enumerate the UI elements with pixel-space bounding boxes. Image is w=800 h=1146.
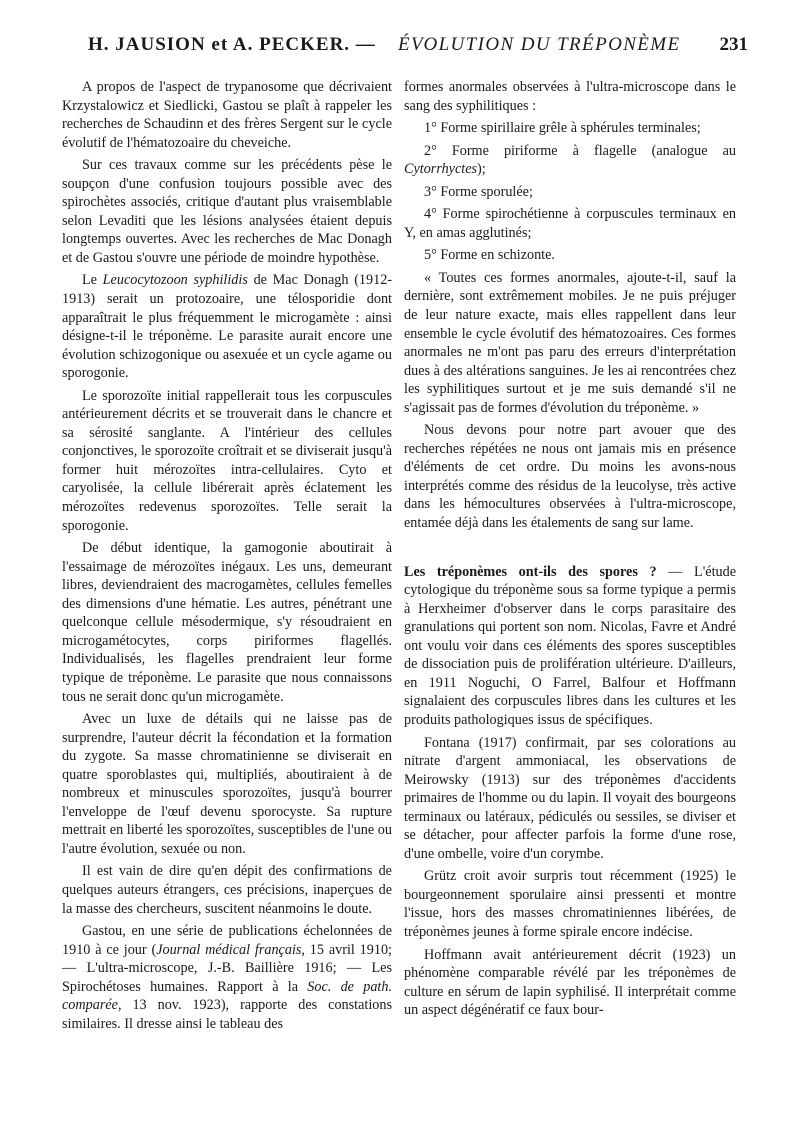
- left-column: [62, 78, 392, 1037]
- text-run: );: [477, 161, 486, 178]
- list-item: 4° Forme spirochétienne à corpuscules terminaux en Y, en amas agglutinés;: [404, 206, 736, 241]
- paragraph: [62, 922, 392, 1033]
- text-run: Le: [82, 272, 97, 289]
- running-header: [88, 34, 748, 64]
- paragraph: Grütz croit avoir surpris tout récemment (1925) le bourgeonnement sporulaire ainsi pressenti et montre l'issue, hors des masses chromatiniennes libérées, de tréponèmes jeunes à forme spirale encore indécise.: [404, 868, 736, 940]
- text-run: , 15 avril 1910; — L'ultra-microscope, J.-B. Baillière 1916; — Les Spirochétoses humaines. Rapport à la: [62, 941, 392, 995]
- paragraph: Avec un luxe de détails qui ne laisse pas de surprendre, l'auteur décrit la fécondation et la formation du zygote. Sa masse chromatinienne se diviserait en quatre sporoblastes qui, multipliés, aboutiraient à de nombreux et minuscules sporozoïtes, jusqu'à bourrer l'enveloppe de l'œuf devenu sporocyste. Sa rupture mettrait en liberté les sporozoïtes, susceptibles de l'une ou l'autre évolution, sexuée ou non.: [62, 711, 392, 857]
- paragraph: [62, 271, 392, 382]
- list-item: 5° Forme en schizonte.: [424, 247, 555, 264]
- section-heading: Les tréponèmes ont-ils des spores ?: [404, 563, 657, 580]
- header-authors: H. JAUSION et A. PECKER. —: [88, 34, 376, 55]
- text-run: 2° Forme piriforme à flagelle (analogue au: [424, 142, 736, 159]
- paragraph: [404, 563, 736, 730]
- quote-paragraph: « Toutes ces formes anormales, ajoute-t-il, sauf la dernière, sont extrêmement mobiles. Je ne puis préjuger de leur nature exacte, mais elles rappellent dans leur ensemble le cycle évolutif des hématozoaires. Ces formes anormales ne m'ont pas paru des erreurs d'interprétation dues à des altérations sanguines. Je les ai rencontrées chez les syphilitiques surtout et je me suis demandé s'il ne s'agissait pas de formes d'évolution du tréponème. »: [404, 269, 736, 416]
- header-title: ÉVOLUTION DU TRÉPONÈME: [398, 34, 681, 55]
- journal-title: Journal médical français: [156, 941, 302, 958]
- right-column: [404, 78, 736, 1024]
- text-run: Gastou, en une série de publications échelonnées de 1910 à ce jour (: [62, 923, 392, 958]
- society-title: Soc. de path. comparée: [62, 978, 392, 1014]
- italic-term: Cytorrhyctes: [404, 161, 478, 178]
- paragraph: Sur ces travaux comme sur les précédents pèse le soupçon d'une confusion toujours possible avec des spirochètes associés, critique d'autant plus vraisemblable selon Levaditi que les lésions analysées étaient depuis longtemps ouvertes. Avec les recherches de Mac Donagh et de Gastou s'ouvre une période de moindre hypothèse.: [62, 157, 392, 266]
- paragraph: formes anormales observées à l'ultra-microscope dans le sang des syphilitiques :: [404, 79, 736, 114]
- list-item: 1° Forme spirillaire grêle à sphérules terminales;: [424, 120, 701, 137]
- paragraph: Hoffmann avait antérieurement décrit (1923) un phénomène comparable révélé par les tréponèmes de culture en sérum de lapin syphilisé. Il interprétait comme un aspect dégénératif ce faux bour-: [404, 946, 736, 1019]
- paragraph: Il est vain de dire qu'en dépit des confirmations de quelques auteurs étrangers, ces précisions, inaperçues de la masse des chercheurs, suscitent néanmoins le doute.: [62, 863, 392, 917]
- section-spacer: [404, 537, 736, 563]
- text-run: de Mac Donagh (1912-1913) serait un protozoaire, une télosporidie dont apparaîtrait le plus fréquemment le microgamète : ainsi désigne-t-il le tréponème. Le parasite aurait encore une évolution schizogonique ou asexuée et un cycle agame ou sporogonie.: [62, 272, 393, 382]
- paragraph: Fontana (1917) confirmait, par ses colorations au nitrate d'argent ammoniacal, les observations de Meirowsky (1913) sur des tréponèmes d'accidents primaires de l'homme ou du lapin. Il voyait des bourgeons terminaux ou latéraux, pédiculés ou sessiles, se diviser et se détacher, pour affecter parfois la forme d'une rose, d'une ombelle, voire d'un corymbe.: [404, 734, 736, 862]
- list-item: [404, 142, 736, 179]
- list-item: 3° Forme sporulée;: [424, 183, 533, 200]
- italic-term: Leucocytozoon syphilidis: [102, 272, 248, 289]
- text-run: , 13 nov. 1923), rapporte des constations similaires. Il dresse ainsi le tableau des: [62, 997, 392, 1032]
- paragraph: Le sporozoïte initial rappellerait tous les corpuscules antérieurement décrits et se trouverait dans le chancre et sa sérosité sanglante. A l'intérieur des cellules conjonctives, le sporozoïte croîtrait et se diviserait jusqu'à former huit mérozoïtes intra-cellulaires. Cyto et caryolisée, la cellule libérerait après éclatement les mérozoïtes redevenus sporozoïtes. Telle serait la sporogonie.: [62, 387, 392, 534]
- page-number: 231: [719, 34, 748, 55]
- paragraph: A propos de l'aspect de trypanosome que décrivaient Krzystalowicz et Siedlicki, Gastou se plaît à rappeler les recherches de Schaudinn et des frères Sergent sur le cycle évolutif de l'hématozoaire du cheveiche.: [62, 79, 392, 151]
- text-run: — L'étude cytologique du tréponème sous sa forme typique a permis à Herxheimer d'observer dans le corps parasitaire des granulations qui portent son nom. Nicolas, Favre et André ont voulu voir dans ces éléments des spores susceptibles de dissociation puis de prolifération ultérieure. D'ailleurs, en 1911 Noguchi, O Farrel, Balfour et Hoffmann signalaient des corpuscules libres dans les cultures et les produits pathologiques issus de spécifiques.: [404, 563, 737, 728]
- paragraph: Nous devons pour notre part avouer que des recherches répétées ne nous ont jamais mis en présence d'éléments de cet ordre. Du moins les avons-nous interprétés comme des résidus de la leucolyse, très active dans les hémocultures observées à l'ultra-microscope, entamée déjà dans les étalements de sang sur lame.: [404, 422, 736, 532]
- paragraph: De début identique, la gamogonie aboutirait à l'essaimage de mérozoïtes inégaux. Les uns, demeurant libres, deviendraient des macrogamètes, cellules femelles des dimensions d'une hématie. Les autres, pénétrant une quelconque cellule mésodermique, s'y résoudraient en microgamétocytes, corps piriformes flagellés. Individualisés, les flagelles prendraient leur forme typique de tréponème. Le parasite que nous connaissons tous ne serait donc qu'un microgamète.: [62, 540, 392, 705]
